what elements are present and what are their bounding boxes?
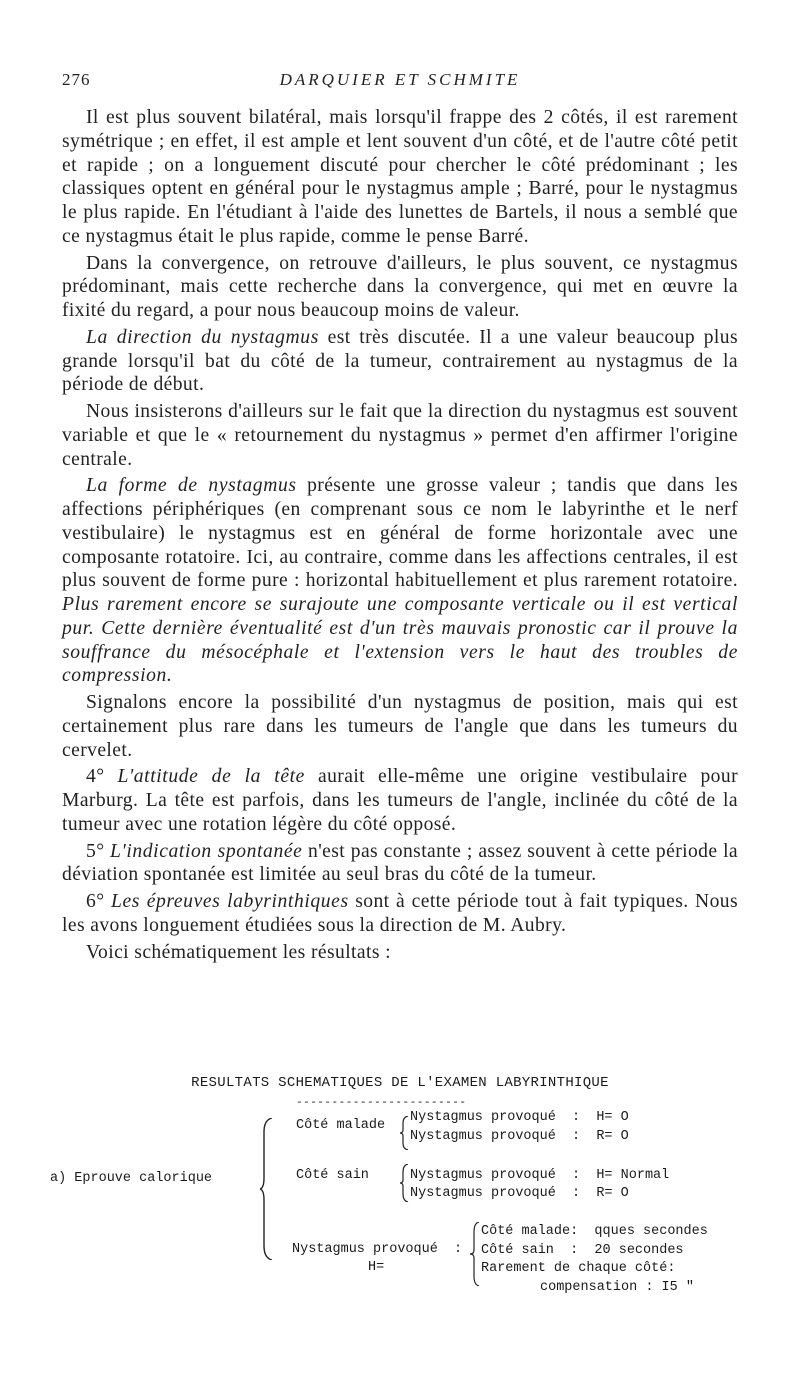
nystagmus-h-label: Nystagmus provoqué :	[292, 1242, 463, 1257]
page-number: 276	[62, 70, 91, 89]
paragraph	[62, 691, 738, 762]
cote-malade-row-2: Nystagmus provoqué : R= O	[410, 1129, 629, 1144]
italic-text: Les épreuves labyrinthiques	[110, 891, 349, 912]
text-run: 6°	[86, 891, 111, 912]
body-text	[62, 106, 738, 964]
nystagmus-h-eq: H=	[368, 1260, 385, 1275]
paragraph	[62, 326, 738, 397]
text-run: 4°	[86, 766, 118, 788]
table-title-underline: ------------------------	[296, 1097, 467, 1109]
text-run: Signalons encore la possibilité d'un nystagmus de position, mais qui est certainement plus rare dans les tumeurs de l'angle que dans les tumeurs du cervelet.	[62, 692, 738, 761]
paragraph	[62, 840, 738, 888]
italic-text: Plus rarement encore se surajoute une composante verticale ou il est vertical pur. Cette dernière éventualité est d'un très mauvais pronostic car il prouve la souffrance du mésocéphale et l'extension vers le haut des troubles de compression.	[62, 594, 738, 687]
text-run: aurait elle-même une origine vestibulaire pour Marburg. La tête est parfois, dans les tumeurs de l'angle, inclinée du côté de la tumeur avec une rotation légère du côté opposé.	[62, 766, 738, 835]
main-brace-icon	[260, 1118, 274, 1260]
paragraph	[62, 765, 738, 836]
nystagmus-h-row-4: compensation : I5 "	[540, 1280, 694, 1295]
running-title: DARQUIER ET SCHMITE	[279, 70, 521, 89]
paragraph	[62, 400, 738, 471]
nystagmus-h-row-1: Côté malade: qques secondes	[481, 1224, 708, 1239]
italic-text: L'indication spontanée	[110, 840, 303, 862]
brace-icon	[400, 1116, 409, 1150]
paragraph	[62, 890, 738, 938]
text-run: n'est pas constante ; assez souvent à cette période la déviation spontanée est limitée au seul bras du côté de la tumeur.	[62, 840, 739, 886]
paragraph	[62, 474, 738, 688]
text-run: est très discutée. Il a une valeur beaucoup plus grande lorsqu'il bat du côté de la tumeur, contrairement au nystagmus de la période de début.	[62, 326, 738, 396]
text-run: sont à cette période tout à fait typiques. Nous les avons longuement étudiées sous la direction de M. Aubry.	[62, 891, 739, 936]
italic-text: L'attitude de la tête	[117, 766, 305, 788]
text-run: Nous insisterons d'ailleurs sur le fait que la direction du nystagmus est souvent variable et que le « retournement du nystagmus » permet d'en affirmer l'origine centrale.	[62, 401, 738, 470]
text-run: Voici schématiquement les résultats :	[86, 941, 392, 963]
text-run: Dans la convergence, on retrouve d'ailleurs, le plus souvent, ce nystagmus prédominant, mais cette recherche dans la convergence, qui met en œuvre la fixité du regard, a pour nous beaucoup moins de valeur.	[62, 252, 738, 321]
cote-sain-row-2: Nystagmus provoqué : R= O	[410, 1186, 629, 1201]
paragraph	[62, 252, 738, 323]
brace-icon	[470, 1222, 480, 1286]
cote-malade-row-1: Nystagmus provoqué : H= O	[410, 1110, 629, 1125]
table-title: RESULTATS SCHEMATIQUES DE L'EXAMEN LABYRINTHIQUE	[191, 1075, 609, 1091]
paragraph	[62, 106, 738, 249]
nystagmus-h-row-3: Rarement de chaque côté:	[481, 1261, 676, 1276]
page-header	[62, 70, 738, 94]
text-run: présente une grosse valeur ; tandis que dans les affections périphériques (en comprenant sous ce nom le labyrinthe et le nerf vestibulaire) le nystagmus est en général de forme horizontale avec une composante rotatoire. Ici, au contraire, comme dans les affections centrales, il est plus souvent de forme pure : horizontal habituellement et plus rarement rotatoire.	[62, 475, 738, 592]
cote-malade-label: Côté malade	[296, 1118, 386, 1133]
brace-icon	[400, 1164, 409, 1202]
nystagmus-h-row-2: Côté sain : 20 secondes	[481, 1243, 684, 1258]
cote-sain-label: Côté sain	[296, 1168, 369, 1183]
cote-sain-row-1: Nystagmus provoqué : H= Normal	[410, 1168, 670, 1183]
paragraph	[62, 941, 738, 965]
text-run: Il est plus souvent bilatéral, mais lorsqu'il frappe des 2 côtés, il est rarement symétrique ; en effet, il est ample et lent souvent d'un côté, et de l'autre côté petit et rapide ; on a longuement discuté pour chercher le côté prédominant ; les classiques optent en général pour le nystagmus ample ; Barré, pour le nystagmus le plus rapide. En l'étudiant à l'aide des lunettes de Bartels, il nous a semblé que ce nystagmus était le plus rapide, comme le pense Barré.	[62, 107, 738, 247]
text-run: 5°	[86, 840, 111, 862]
italic-text: La forme de nystagmus	[86, 475, 297, 497]
italic-text: La direction du nystagmus	[86, 326, 319, 348]
test-label: a) Eprouve calorique	[50, 1171, 213, 1186]
